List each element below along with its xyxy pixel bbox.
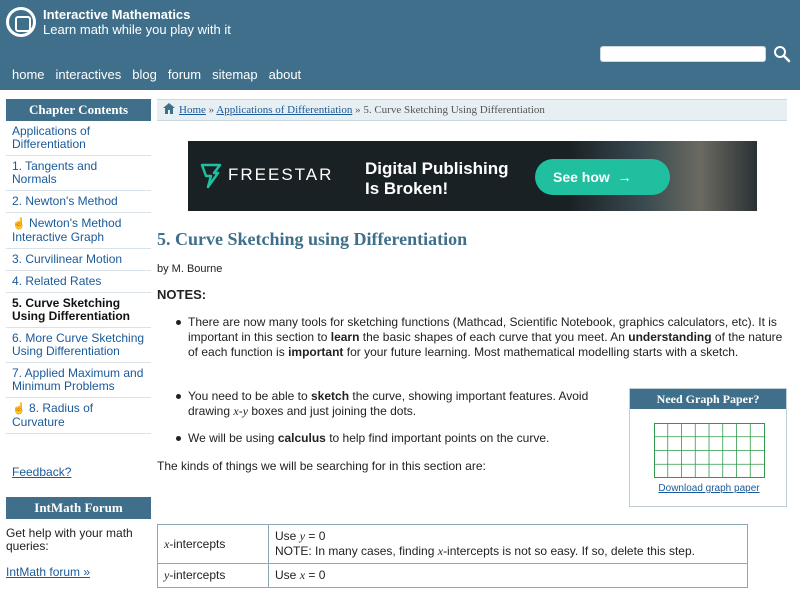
sidebar-item-label: 6. More Curve Sketching Using Differentiation [12, 331, 145, 358]
table-row [158, 525, 748, 564]
sidebar-item-label: 7. Applied Maximum and Minimum Problems [12, 366, 144, 393]
byline: by M. Bourne [157, 263, 223, 275]
sidebar-item-max-min[interactable] [6, 363, 151, 398]
forum-link[interactable]: IntMath forum » [6, 565, 91, 579]
sidebar-item-applications[interactable] [6, 121, 151, 156]
sidebar-item-more-curve-sketching[interactable] [6, 328, 151, 363]
ad-headline [365, 159, 509, 199]
nav-home[interactable]: home [12, 67, 45, 82]
graph-paper-box [629, 388, 787, 507]
site-tagline: Learn math while you play with it [43, 22, 231, 37]
nav-sitemap[interactable]: sitemap [212, 67, 258, 82]
sidebar-item-related-rates[interactable] [6, 271, 151, 293]
search-icon[interactable] [773, 45, 791, 63]
download-graph-paper-link[interactable]: Download graph paper [658, 483, 760, 494]
breadcrumb-current: 5. Curve Sketching Using Differentiation [363, 104, 545, 116]
arrow-right-icon: → [613, 169, 632, 185]
sidebar-item-newtons-graph[interactable] [6, 213, 151, 249]
sidebar-item-label: Applications of Differentiation [12, 124, 91, 151]
breadcrumb-parent[interactable]: Applications of Differentiation [216, 104, 353, 116]
sidebar-item-curve-sketching [6, 293, 151, 328]
ad-cta-button[interactable] [535, 159, 670, 195]
site-title[interactable]: Interactive Mathematics [43, 7, 191, 22]
ad-brand: FREESTAR [228, 165, 334, 184]
breadcrumb-separator: » [355, 104, 361, 116]
sidebar-item-label: 3. Curvilinear Motion [12, 252, 123, 266]
forum-box-title: IntMath Forum [6, 497, 151, 519]
notes-heading: NOTES: [157, 287, 207, 302]
sidebar-item-label: 2. Newton's Method [12, 194, 118, 208]
search-input[interactable] [600, 46, 766, 62]
sidebar-item-label: 1. Tangents and Normals [12, 159, 98, 186]
features-table [157, 524, 748, 588]
note-bullet: You need to be able to sketch the curve, showing important features. Avoid drawing x-y boxes and just joining the dots. [188, 389, 618, 419]
sidebar-item-label: Newton's Method Interactive Graph [12, 216, 122, 244]
nav-forum[interactable]: forum [167, 67, 202, 82]
ad-cta-label: See how [553, 169, 610, 185]
forum-text: Get help with your math queries: [6, 526, 133, 553]
ad-banner[interactable] [188, 141, 757, 211]
site-header [0, 0, 800, 90]
graph-paper-image[interactable] [654, 423, 765, 478]
main-nav [12, 67, 301, 82]
table-cell: Use y = 0 NOTE: In many cases, finding x-intercepts is not so easy. If so, delete this step. [269, 525, 748, 564]
interactive-hand-icon: ☝ [12, 403, 26, 415]
forum-box [6, 497, 151, 579]
interactive-hand-icon: ☝ [12, 218, 26, 230]
table-cell: Use x = 0 [269, 564, 748, 588]
sidebar-item-tangents[interactable] [6, 156, 151, 191]
note-bullet: There are now many tools for sketching functions (Mathcad, Scientific Notebook, graphics calculators, etc). It is important in this section to learn the basic shapes of each curve that you meet. An understanding of the nature of each function is important for your future learning. Most mathematical modelling starts with a sketch. [188, 315, 786, 360]
breadcrumb-home[interactable]: Home [179, 104, 206, 116]
feedback-link[interactable]: Feedback? [12, 465, 72, 479]
breadcrumb-separator: » [208, 104, 215, 116]
table-row [158, 564, 748, 588]
sidebar-item-label: 4. Related Rates [12, 274, 102, 288]
site-logo-icon[interactable] [6, 7, 36, 37]
freestar-logo-icon [200, 163, 222, 189]
note-bullet: We will be using calculus to help find important points on the curve. [188, 431, 618, 446]
sidebar-item-radius-curvature[interactable] [6, 398, 151, 434]
sidebar-item-newtons-method[interactable] [6, 191, 151, 213]
graph-paper-title: Need Graph Paper? [630, 389, 786, 409]
ad-headline-line: Is Broken! [365, 179, 449, 198]
chapter-contents [6, 99, 151, 434]
intro-text: The kinds of things we will be searching for in this section are: [157, 459, 486, 473]
nav-blog[interactable]: blog [132, 67, 157, 82]
page-title: 5. Curve Sketching using Differentiation [157, 229, 468, 249]
breadcrumb [157, 99, 787, 121]
nav-interactives[interactable]: interactives [55, 67, 122, 82]
table-cell: x-intercepts [158, 525, 269, 564]
home-icon[interactable] [163, 103, 175, 114]
chapter-contents-title: Chapter Contents [6, 99, 151, 121]
ad-headline-line: Digital Publishing [365, 159, 509, 178]
table-cell: y-intercepts [158, 564, 269, 588]
sidebar-item-label: 8. Radius of Curvature [12, 401, 94, 429]
nav-about[interactable]: about [268, 67, 302, 82]
sidebar-item-label: 5. Curve Sketching Using Differentiation [12, 296, 131, 323]
sidebar-item-curvilinear[interactable] [6, 249, 151, 271]
